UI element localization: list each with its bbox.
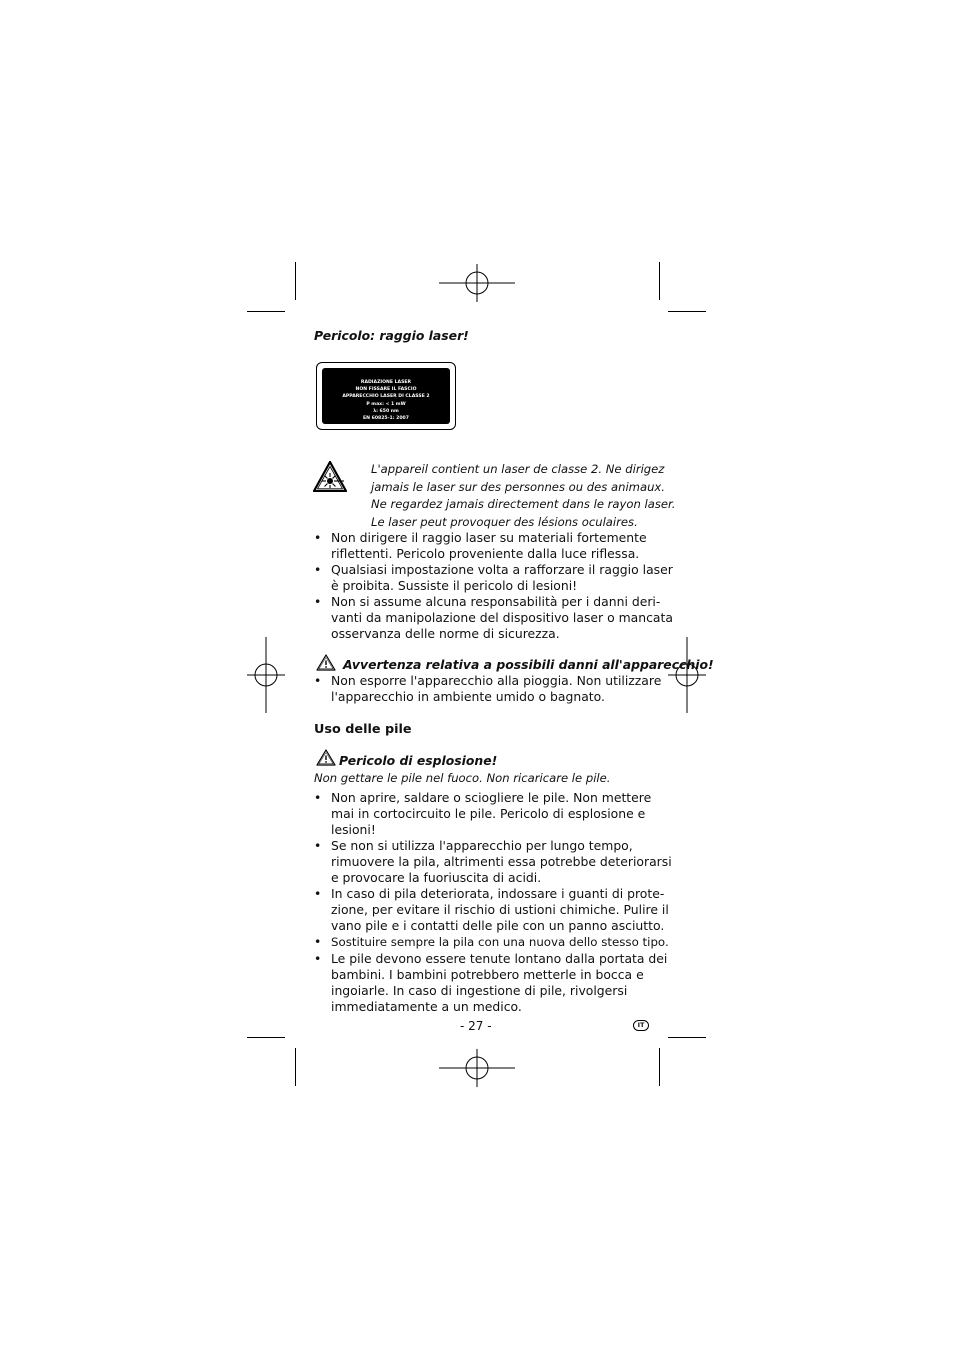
laser-class-label xyxy=(316,362,456,430)
label-line: P max: < 1 mW xyxy=(366,401,406,407)
warning-triangle-icon xyxy=(316,749,336,766)
bullet-marker: • xyxy=(314,530,322,545)
crop-mark xyxy=(247,1037,285,1038)
list-item-line: ingoiarle. In caso di ingestione di pile, rivolgersi xyxy=(331,983,628,998)
list-item-line: bambini. I bambini potrebbero metterle in bocca e xyxy=(331,967,644,982)
warning-line: Ne regardez jamais directement dans le rayon laser. xyxy=(371,497,676,511)
crop-mark xyxy=(668,1037,706,1038)
label-line: RADIAZIONE LASER xyxy=(360,380,412,385)
page-number: - 27 - xyxy=(460,1019,492,1033)
bullet-marker: • xyxy=(314,790,322,805)
crop-mark xyxy=(247,311,285,312)
warning-line: jamais le laser sur des personnes ou des animaux. xyxy=(371,480,665,494)
registration-mark-icon xyxy=(247,637,285,713)
warning-triangle-icon xyxy=(316,654,336,671)
list-item-line: riflettenti. Pericolo proveniente dalla luce riflessa. xyxy=(331,546,640,561)
language-badge: IT xyxy=(633,1020,649,1031)
bullet-marker: • xyxy=(314,951,322,966)
bullet-marker: • xyxy=(314,562,322,577)
bullet-marker: • xyxy=(314,838,322,853)
bullet-marker: • xyxy=(314,934,322,949)
crop-mark xyxy=(659,1048,660,1086)
list-item-line: osservanza delle norme di sicurezza. xyxy=(331,626,560,641)
list-item-line: Qualsiasi impostazione volta a rafforzare il raggio laser xyxy=(331,562,673,577)
list-item-line: Non aprire, saldare o sciogliere le pile. Non mettere xyxy=(331,790,652,805)
explosion-heading: Pericolo di esplosione! xyxy=(339,753,498,768)
explosion-note: Non gettare le pile nel fuoco. Non ricaricare le pile. xyxy=(314,771,611,785)
warning-line: Le laser peut provoquer des lésions oculaires. xyxy=(371,515,638,529)
laser-heading: Pericolo: raggio laser! xyxy=(314,328,469,343)
list-item-line: è proibita. Sussiste il pericolo di lesioni! xyxy=(331,578,578,593)
list-item-line: vano pile e i contatti delle pile con un panno asciutto. xyxy=(331,918,665,933)
crop-mark xyxy=(295,1048,296,1086)
list-item-line: Sostituire sempre la pila con una nuova dello stesso tipo. xyxy=(331,935,669,949)
list-item-line: l'apparecchio in ambiente umido o bagnato. xyxy=(331,689,605,704)
crop-mark xyxy=(659,262,660,300)
label-line: EN 60825-1: 2007 xyxy=(363,416,409,422)
crop-mark xyxy=(295,262,296,300)
list-item-line: Le pile devono essere tenute lontano dalla portata dei xyxy=(331,951,668,966)
list-item-line: e provocare la fuoriuscita di acidi. xyxy=(331,870,542,885)
list-item-line: Non esporre l'apparecchio alla pioggia. Non utilizzare xyxy=(331,673,662,688)
battery-heading: Uso delle pile xyxy=(314,722,412,737)
label-line: NON FISSARE IL FASCIO xyxy=(355,387,417,393)
label-line: λ: 650 nm xyxy=(373,408,399,414)
list-item-line: Se non si utilizza l'apparecchio per lungo tempo, xyxy=(331,838,633,853)
list-item-line: rimuovere la pila, altrimenti essa potrebbe deteriorarsi xyxy=(331,854,672,869)
list-item-line: lesioni! xyxy=(331,822,376,837)
crop-mark xyxy=(668,311,706,312)
list-item-line: vanti da manipolazione del dispositivo laser o mancata xyxy=(331,610,673,625)
bullet-marker: • xyxy=(314,673,322,688)
registration-mark-icon xyxy=(439,1049,515,1087)
list-item-line: zione, per evitare il rischio di ustioni chimiche. Pulire il xyxy=(331,902,669,917)
registration-mark-icon xyxy=(668,637,706,713)
bullet-marker: • xyxy=(314,886,322,901)
list-item-line: mai in cortocircuito le pile. Pericolo di esplosione e xyxy=(331,806,646,821)
list-item-line: In caso di pila deteriorata, indossare i guanti di prote- xyxy=(331,886,665,901)
device-warning-heading: Avvertenza relativa a possibili danni all'apparecchio! xyxy=(343,657,714,672)
warning-line: L'appareil contient un laser de classe 2. Ne dirigez xyxy=(371,462,665,476)
laser-warning-triangle-icon xyxy=(313,461,347,492)
bullet-marker: • xyxy=(314,594,322,609)
label-line: APPARECCHIO LASER DI CLASSE 2 xyxy=(342,394,430,400)
registration-mark-icon xyxy=(439,264,515,302)
list-item-line: immediatamente a un medico. xyxy=(331,999,522,1014)
list-item-line: Non si assume alcuna responsabilità per i danni deri- xyxy=(331,594,661,609)
list-item-line: Non dirigere il raggio laser su materiali fortemente xyxy=(331,530,647,545)
